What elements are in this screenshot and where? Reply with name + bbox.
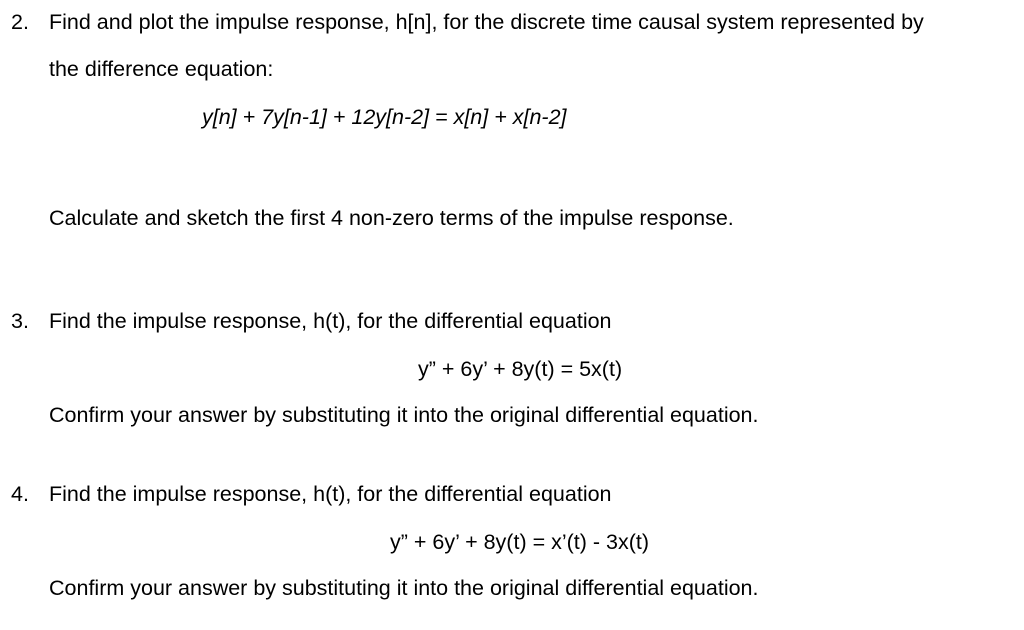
problem-3-equation: y” + 6y’ + 8y(t) = 5x(t) [418, 357, 623, 381]
problem-2-text-line2: the difference equation: [49, 57, 274, 81]
problem-2-number: 2. [11, 10, 29, 34]
problem-2-equation: y[n] + 7y[n-1] + 12y[n-2] = x[n] + x[n-2] [202, 105, 567, 129]
problem-2-instruction: Calculate and sketch the first 4 non-zero terms of the impulse response. [49, 206, 734, 230]
problem-4-text: Find the impulse response, h(t), for the differential equation [49, 482, 612, 506]
problem-4-equation: y” + 6y’ + 8y(t) = x’(t) - 3x(t) [390, 530, 650, 554]
problem-3-text: Find the impulse response, h(t), for the differential equation [49, 309, 612, 333]
problem-2-text-line1: Find and plot the impulse response, h[n], for the discrete time causal system represented by [49, 10, 924, 34]
problem-4-instruction: Confirm your answer by substituting it into the original differential equation. [49, 576, 759, 600]
problem-4-number: 4. [11, 482, 29, 506]
problem-3-instruction: Confirm your answer by substituting it into the original differential equation. [49, 403, 759, 427]
problem-3-number: 3. [11, 309, 29, 333]
